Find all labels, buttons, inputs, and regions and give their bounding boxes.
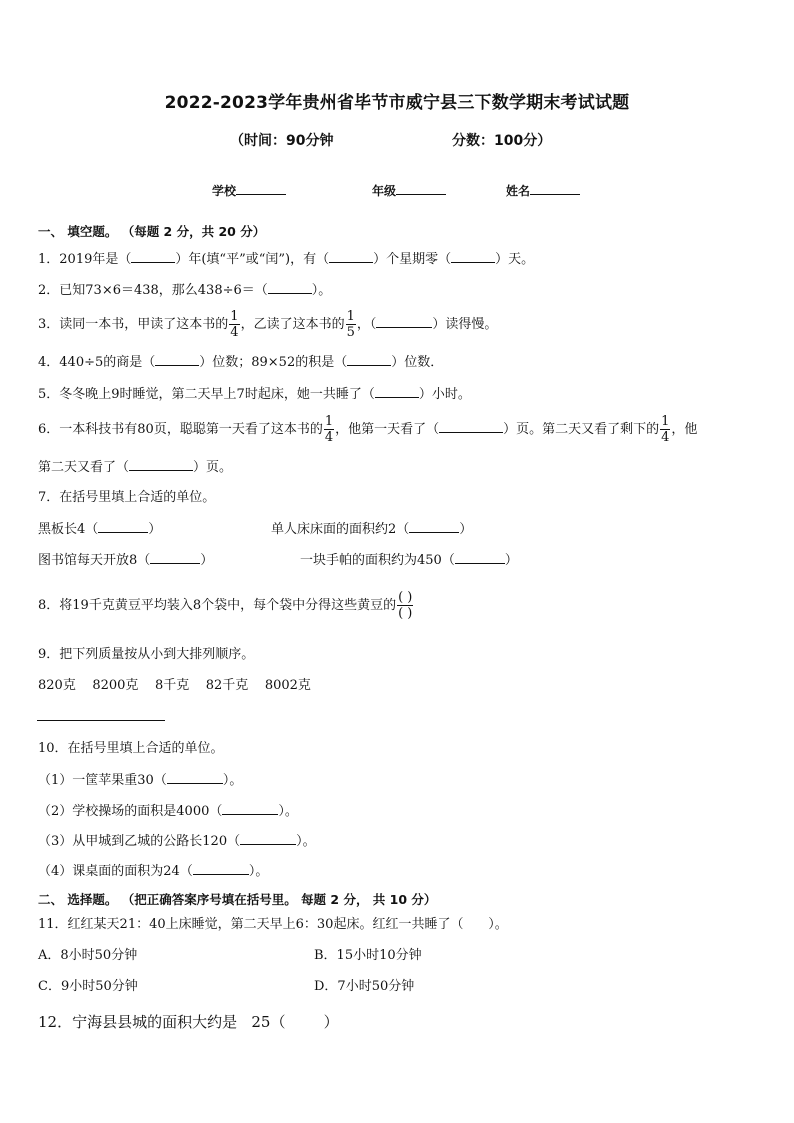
name-blank[interactable]	[530, 182, 580, 195]
q7-blank-3[interactable]	[150, 551, 200, 564]
q7-r2-text-d: ）	[504, 553, 518, 568]
q7-blank-4[interactable]	[455, 551, 505, 564]
question-4	[38, 353, 443, 372]
q3-fraction-2	[346, 309, 356, 340]
q1-text-c: ）个星期零（	[373, 252, 452, 267]
q6-text-e: 第二天又看了（	[38, 460, 130, 475]
question-10: 10．在括号里填上合适的单位。	[38, 741, 224, 756]
question-9: 9．把下列质量按从小到大排列顺序。	[38, 647, 255, 662]
section-2-heading: 二、 选择题。 （把正确答案序号填在括号里。 每题 2 分， 共 10 分）	[38, 892, 437, 907]
q10-blank-1[interactable]	[167, 771, 223, 784]
q1-text-b: ）年(填“平”或“闰”)，有（	[175, 252, 330, 267]
q2-text-b: ）。	[311, 283, 332, 298]
q10-s4-text-b: ）。	[248, 864, 269, 879]
q7-blank-1[interactable]	[98, 520, 148, 533]
q4-blank-1[interactable]	[155, 353, 199, 366]
school-blank[interactable]	[236, 182, 286, 195]
q6-fraction-1	[324, 414, 334, 445]
q10-blank-3[interactable]	[240, 832, 296, 845]
question-12: 12．宁海县县城的面积大约是 25（ ）	[38, 1013, 339, 1031]
question-6-line-2	[38, 458, 232, 477]
grade-blank[interactable]	[396, 182, 446, 195]
q10-s2-text-a: （2）学校操场的面积是4000（	[38, 804, 223, 819]
q3-frac1-den: 4	[230, 325, 239, 340]
q10-s4-text-a: （4）课桌面的面积为24（	[38, 864, 193, 879]
q7-r1-text-b: ）	[148, 522, 162, 537]
q3-text-c: ，（	[356, 317, 377, 332]
q1-text-a: 1．2019年是（	[38, 252, 132, 267]
q3-frac1-num: 1	[230, 309, 239, 324]
q2-text-a: 2．已知73×6＝438，那么438÷6＝（	[38, 283, 268, 298]
question-5	[38, 385, 471, 404]
q10-sub-1	[38, 771, 242, 790]
question-2	[38, 281, 331, 300]
q1-text-d: ）天。	[495, 252, 535, 267]
q10-sub-3	[38, 832, 316, 851]
q7-r1-text-a: 黑板长4（	[38, 522, 99, 537]
q7-r2-text-c: 一块手帕的面积约为450（	[300, 553, 455, 568]
q11-option-d[interactable]: D．7小时50分钟	[314, 979, 415, 994]
school-label: 学校	[212, 184, 237, 198]
q4-text-a: 4．440÷5的商是（	[38, 355, 156, 370]
q8-fraction-blank[interactable]	[397, 590, 413, 621]
page-title: 2022-2023学年贵州省毕节市威宁县三下数学期末考试试题	[164, 93, 630, 113]
q6-frac2-den: 4	[661, 430, 670, 445]
q3-text-a: 3．读同一本书，甲读了这本书的	[38, 317, 229, 332]
q3-frac2-num: 1	[346, 309, 355, 324]
q3-fraction-1	[229, 309, 239, 340]
q10-s3-text-a: （3）从甲城到乙城的公路长120（	[38, 834, 241, 849]
q10-sub-4	[38, 862, 268, 881]
q1-blank-2[interactable]	[329, 250, 373, 263]
q7-item-blackboard	[38, 520, 161, 539]
question-11: 11．红红某天21：40上床睡觉，第二天早上6：30起床。红红一共睡了（ ）。	[38, 917, 508, 932]
q7-item-library	[38, 551, 213, 570]
grade-label: 年级	[372, 184, 397, 198]
q7-blank-2[interactable]	[409, 520, 459, 533]
q4-text-b: ）位数；89×52的积是（	[199, 355, 348, 370]
q10-sub-2	[38, 802, 298, 821]
q6-frac1-den: 4	[324, 430, 334, 445]
q10-blank-2[interactable]	[222, 802, 278, 815]
q8-frac-num[interactable]: ( )	[398, 590, 413, 605]
q7-r2-text-b: ）	[200, 553, 214, 568]
q1-blank-3[interactable]	[451, 250, 495, 263]
q3-frac2-den: 5	[346, 325, 355, 340]
q9-items: 820克 8200克 8千克 82千克 8002克	[38, 678, 311, 693]
q6-frac2-num: 1	[661, 414, 670, 429]
q6-text-b: ，他第一天看了（	[335, 422, 440, 437]
q9-answer-line[interactable]	[37, 720, 165, 721]
q8-frac-den[interactable]: ( )	[398, 606, 413, 621]
q3-text-d: ）读得慢。	[432, 317, 498, 332]
q5-text-b: ）小时。	[418, 387, 471, 402]
q6-text-c: ）页。第二天又看了剩下的	[503, 422, 660, 437]
question-1	[38, 250, 534, 269]
q7-item-bed	[271, 520, 472, 539]
q5-blank[interactable]	[375, 385, 419, 398]
q6-frac1-num: 1	[324, 414, 334, 429]
q10-s3-text-b: ）。	[296, 834, 316, 849]
question-7: 7．在括号里填上合适的单位。	[38, 490, 216, 505]
question-3	[38, 309, 497, 340]
q11-option-b[interactable]: B．15小时10分钟	[314, 948, 422, 963]
q2-blank[interactable]	[268, 281, 312, 294]
exam-score: 分数：100分）	[452, 133, 552, 149]
q10-blank-4[interactable]	[193, 862, 249, 875]
q3-blank[interactable]	[376, 315, 432, 328]
q4-text-c: ）位数．	[391, 355, 444, 370]
q5-text-a: 5．冬冬晚上9时睡觉，第二天早上7时起床，她一共睡了（	[38, 387, 375, 402]
q11-option-c[interactable]: C．9小时50分钟	[38, 979, 138, 994]
name-field[interactable]	[506, 182, 580, 199]
q1-blank-1[interactable]	[131, 250, 175, 263]
q11-option-a[interactable]: A．8小时50分钟	[38, 948, 138, 963]
q7-r1-text-d: ）	[459, 522, 473, 537]
q7-r1-text-c: 单人床床面的面积约2（	[271, 522, 410, 537]
q10-s2-text-b: ）。	[278, 804, 298, 819]
q6-text-a: 6．一本科技书有80页，聪聪第一天看了这本书的	[38, 422, 323, 437]
name-label: 姓名	[506, 184, 531, 198]
q6-fraction-2	[660, 414, 670, 445]
q6-blank-1[interactable]	[439, 420, 503, 433]
grade-field[interactable]	[372, 182, 446, 199]
q6-text-d: ，他	[671, 422, 698, 437]
q3-text-b: ，乙读了这本书的	[240, 317, 345, 332]
exam-time: （时间：90分钟	[230, 133, 334, 149]
question-6	[38, 414, 697, 445]
question-8	[38, 590, 414, 621]
q4-blank-2[interactable]	[347, 353, 391, 366]
q7-r2-text-a: 图书馆每天开放8（	[38, 553, 151, 568]
q6-text-f: ）页。	[193, 460, 233, 475]
q6-blank-2[interactable]	[129, 458, 193, 471]
q7-item-handkerchief	[300, 551, 518, 570]
school-field[interactable]	[212, 182, 286, 199]
section-1-heading: 一、 填空题。 （每题 2 分，共 20 分）	[38, 224, 266, 239]
q10-s1-text-b: ）。	[222, 773, 243, 788]
q10-s1-text-a: （1）一筐苹果重30（	[38, 773, 167, 788]
q8-text-a: 8．将19千克黄豆平均装入8个袋中，每个袋中分得这些黄豆的	[38, 598, 397, 613]
